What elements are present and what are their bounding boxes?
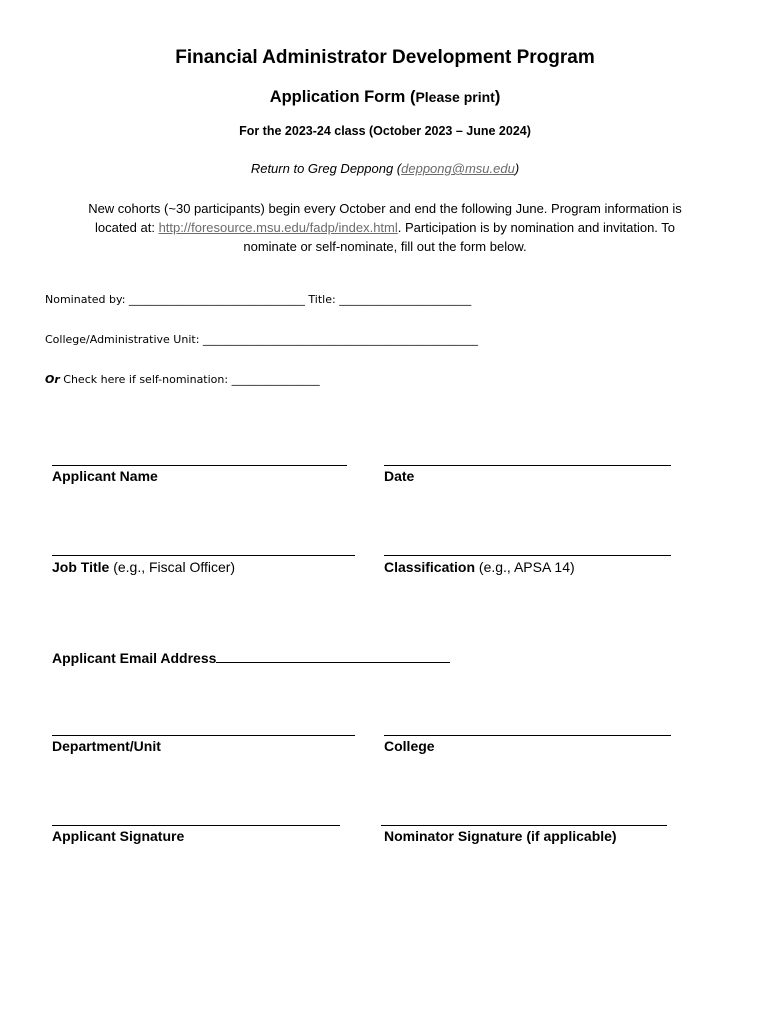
classification-example: (e.g., APSA 14) — [475, 559, 575, 575]
date-label: Date — [384, 468, 415, 484]
self-nomination-label: Check here if self-nomination: — [63, 373, 229, 386]
return-suffix: ) — [514, 161, 520, 176]
intro-line-2-suffix: . Participation is by nomination and invitation. To — [397, 220, 676, 235]
job-title-label: Job Title (e.g., Fiscal Officer) — [52, 559, 236, 575]
date-line[interactable] — [384, 465, 671, 466]
admin-unit-field[interactable]: __________________________________________________ — [202, 333, 478, 346]
return-prefix: Return to Greg Deppong ( — [250, 161, 402, 176]
nominated-by-row — [45, 293, 471, 306]
return-email-link[interactable]: deppong@msu.edu — [401, 161, 515, 176]
nominated-by-label: Nominated by: — [45, 293, 126, 306]
applicant-signature-label: Applicant Signature — [52, 828, 185, 844]
program-info-link[interactable]: http://foresource.msu.edu/fadp/index.html — [158, 220, 398, 235]
college-line[interactable] — [384, 735, 671, 736]
email-line[interactable] — [216, 648, 450, 663]
nominator-signature-label: Nominator Signature (if applicable) — [384, 828, 617, 844]
admin-unit-row — [45, 333, 478, 346]
subtitle-close: ) — [494, 88, 501, 106]
or-label: Or — [45, 373, 60, 386]
intro-line-2-prefix: located at: — [94, 220, 159, 235]
applicant-signature-line[interactable] — [52, 825, 340, 826]
applicant-name-label: Applicant Name — [52, 468, 158, 484]
self-nomination-row — [45, 373, 320, 386]
intro-line-3: nominate or self-nominate, fill out the form below. — [243, 239, 527, 254]
admin-unit-label: College/Administrative Unit: — [45, 333, 200, 346]
intro-line-1: New cohorts (~30 participants) begin every October and end the following June. Program information is — [88, 201, 682, 216]
college-label: College — [384, 738, 435, 754]
form-subtitle — [0, 88, 770, 107]
intro-paragraph — [40, 199, 730, 256]
classification-line[interactable] — [384, 555, 671, 556]
job-title-line[interactable] — [52, 555, 355, 556]
page-title: Financial Administrator Development Program — [175, 47, 595, 68]
applicant-name-line[interactable] — [52, 465, 347, 466]
email-row — [52, 648, 450, 666]
self-nomination-field[interactable]: ________________ — [231, 373, 320, 386]
classification-label: Classification (e.g., APSA 14) — [384, 559, 575, 575]
class-dates: For the 2023-24 class (October 2023 – June 2024) — [239, 124, 531, 138]
department-label: Department/Unit — [52, 738, 161, 754]
nominator-title-field[interactable]: ________________________ — [339, 293, 472, 306]
department-line[interactable] — [52, 735, 355, 736]
nominator-title-label: Title: — [308, 293, 336, 306]
nominated-by-field[interactable]: ________________________________ — [128, 293, 305, 306]
intro-line-2 — [40, 218, 730, 237]
job-title-example: (e.g., Fiscal Officer) — [109, 559, 236, 575]
return-instructions — [0, 161, 770, 176]
nominator-signature-line[interactable] — [381, 825, 667, 826]
subtitle-note: Please print — [415, 89, 495, 105]
email-label: Applicant Email Address — [52, 650, 217, 666]
subtitle-main: Application Form ( — [269, 88, 416, 106]
